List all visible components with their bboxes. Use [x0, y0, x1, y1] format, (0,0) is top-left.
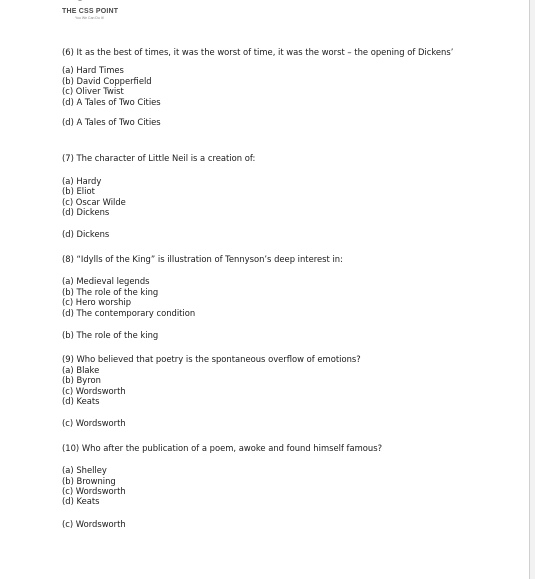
- option-c: (c) Oscar Wilde: [62, 196, 126, 207]
- quiz-content: [62, 47, 462, 538]
- option-d: (d) The contemporary condition: [62, 307, 196, 318]
- option-d: (d) Keats: [62, 395, 100, 406]
- logo-tagline: You We Can Do It!: [75, 16, 104, 20]
- option-b: (b) Byron: [62, 375, 101, 386]
- question-text: (8) “Idylls of the King” is illustration of Tennyson’s deep interest in:: [62, 253, 343, 264]
- options-list: [62, 365, 462, 407]
- logo-name: THE CSS POINT: [62, 8, 119, 15]
- option-b: (b) David Copperfield: [62, 75, 152, 86]
- option-c: (c) Oliver Twist: [62, 86, 124, 97]
- option-a: (a) Hardy: [62, 175, 102, 186]
- option-b: (b) Browning: [62, 475, 116, 486]
- question-block: [62, 354, 462, 428]
- answer-text: (d) Dickens: [62, 229, 110, 240]
- css-point-logo: [62, 0, 142, 26]
- answer-text: (d) A Tales of Two Cities: [62, 117, 161, 128]
- question-text: (10) Who after the publication of a poem, awoke and found himself famous?: [62, 442, 383, 453]
- option-c: (c) Hero worship: [62, 297, 132, 308]
- answer-text: (c) Wordsworth: [62, 518, 126, 529]
- question-block: [62, 254, 462, 340]
- page-edge: [529, 0, 535, 579]
- options-list: [62, 276, 462, 318]
- option-d: (d) Dickens: [62, 207, 110, 218]
- option-a: (a) Blake: [62, 364, 100, 375]
- question-text: (7) The character of Little Neil is a creation of:: [62, 153, 256, 164]
- question-block: [62, 153, 462, 239]
- option-a: (a) Shelley: [62, 465, 107, 476]
- option-b: (b) Eliot: [62, 186, 95, 197]
- question-text: (6) It as the best of times, it was the worst of time, it was the worst – the opening of Dickens’: [62, 47, 454, 57]
- option-a: (a) Hard Times: [62, 65, 124, 76]
- logo-emblem-icon: [73, 0, 87, 6]
- options-list: [62, 176, 462, 218]
- question-text: (9) Who believed that poetry is the spontaneous overflow of emotions?: [62, 354, 361, 365]
- option-d: (d) A Tales of Two Cities: [62, 96, 161, 107]
- option-a: (a) Medieval legends: [62, 276, 150, 287]
- answer-text: (c) Wordsworth: [62, 418, 126, 429]
- options-list: [62, 465, 462, 507]
- question-block: [62, 47, 462, 127]
- question-block: [62, 443, 462, 529]
- option-b: (b) The role of the king: [62, 286, 159, 297]
- option-d: (d) Keats: [62, 496, 100, 507]
- options-list: [62, 65, 462, 107]
- option-c: (c) Wordsworth: [62, 385, 126, 396]
- option-c: (c) Wordsworth: [62, 485, 126, 496]
- answer-text: (b) The role of the king: [62, 329, 159, 340]
